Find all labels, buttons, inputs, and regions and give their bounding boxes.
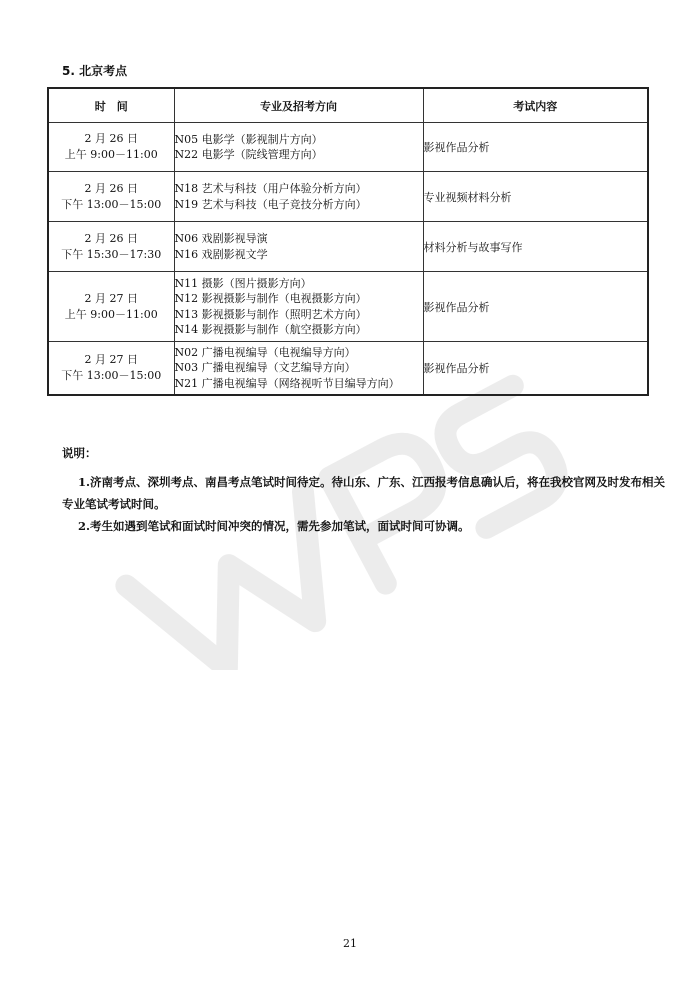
time-cell	[48, 172, 174, 222]
notes-section	[62, 445, 672, 537]
exam-date: 2 月 27 日	[84, 291, 138, 305]
exam-time: 下午 13:00－15:00	[61, 368, 162, 382]
major-item: N12 影视摄影与制作（电视摄影方向）	[174, 292, 367, 305]
majors-cell	[174, 172, 423, 222]
table-row	[48, 222, 648, 272]
exam-content: 影视作品分析	[423, 342, 648, 395]
exam-date: 2 月 26 日	[84, 181, 138, 195]
majors-cell	[174, 222, 423, 272]
section-title: 5. 北京考点	[62, 64, 128, 78]
major-item: N02 广播电视编导（电视编导方向）	[174, 345, 356, 359]
time-cell	[48, 123, 174, 172]
page-number: 21	[343, 937, 357, 950]
major-item: N16 戏剧影视文学	[174, 247, 268, 261]
exam-content: 材料分析与故事写作	[423, 222, 648, 272]
majors-cell	[174, 272, 423, 342]
note-item: 1.济南考点、深圳考点、南昌考点笔试时间待定。待山东、广东、江西报考信息确认后，将在我校官网及时发布相关专业笔试考试时间。	[62, 475, 665, 511]
header-content: 考试内容	[423, 88, 648, 123]
major-item: N03 广播电视编导（文艺编导方向）	[174, 361, 356, 374]
exam-date: 2 月 27 日	[84, 352, 138, 366]
notes-title: 说明：	[62, 446, 97, 460]
table-row	[48, 272, 648, 342]
table-row	[48, 123, 648, 172]
exam-schedule-table	[47, 87, 649, 396]
table-header-row	[48, 88, 648, 123]
header-majors: 专业及招考方向	[174, 88, 423, 123]
time-cell	[48, 342, 174, 395]
time-cell	[48, 222, 174, 272]
major-item: N22 电影学（院线管理方向）	[174, 148, 323, 161]
exam-time: 下午 13:00－15:00	[61, 197, 162, 211]
major-item: N13 影视摄影与制作（照明艺术方向）	[174, 307, 367, 321]
note-item: 2.考生如遇到笔试和面试时间冲突的情况，需先参加笔试，面试时间可协调。	[78, 519, 470, 533]
exam-content: 影视作品分析	[423, 272, 648, 342]
table-row	[48, 172, 648, 222]
time-cell	[48, 272, 174, 342]
exam-time: 上午 9:00－11:00	[64, 307, 158, 321]
major-item: N06 戏剧影视导演	[174, 232, 268, 245]
major-item: N05 电影学（影视制片方向）	[174, 132, 323, 146]
exam-content: 专业视频材料分析	[423, 172, 648, 222]
majors-cell	[174, 123, 423, 172]
exam-content: 影视作品分析	[423, 123, 648, 172]
major-item: N11 摄影（图片摄影方向）	[174, 276, 312, 290]
exam-date: 2 月 26 日	[84, 132, 138, 145]
exam-time: 下午 15:30－17:30	[61, 247, 162, 261]
table-row	[48, 342, 648, 395]
major-item: N18 艺术与科技（用户体验分析方向）	[174, 182, 367, 195]
header-time: 时 间	[48, 88, 174, 123]
exam-date: 2 月 26 日	[84, 231, 138, 245]
exam-time: 上午 9:00－11:00	[64, 148, 158, 161]
majors-cell	[174, 342, 423, 395]
major-item: N21 广播电视编导（网络视听节目编导方向）	[174, 376, 400, 390]
major-item: N19 艺术与科技（电子竞技分析方向）	[174, 197, 367, 211]
major-item: N14 影视摄影与制作（航空摄影方向）	[174, 323, 367, 336]
